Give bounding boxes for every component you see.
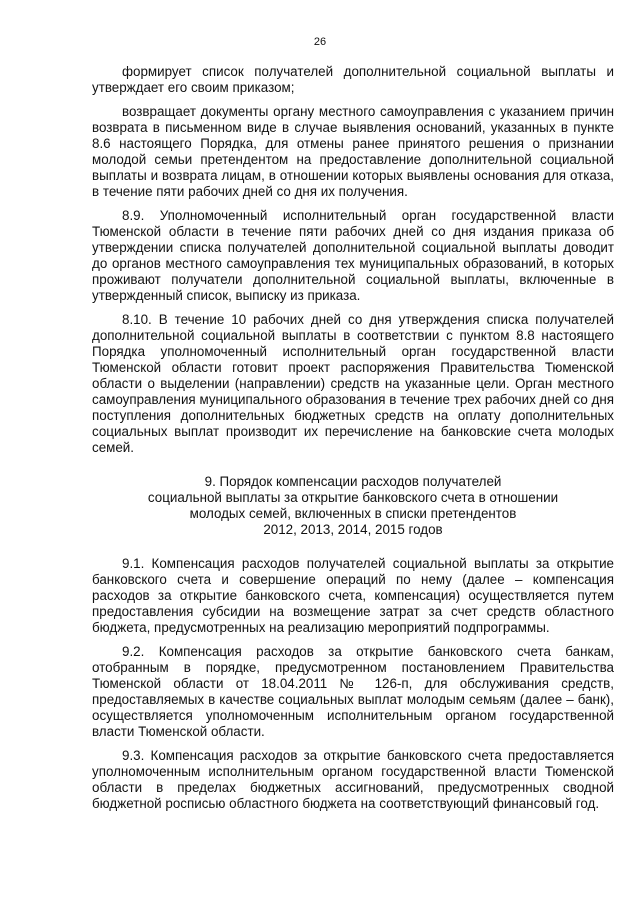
- section-heading-line: 2012, 2013, 2014, 2015 годов: [263, 522, 443, 537]
- section-heading-line: 9. Порядок компенсации расходов получателей: [204, 474, 502, 489]
- paragraph: 9.2. Компенсация расходов за открытие банковского счета банкам, отобранным в порядке, предусмотренном постановлением Правительства Тюменской области от 18.04.2011 № 126-п, для обслуживания средств, предоставляемых в качестве социальных выплат молодым семьям (далее – банк), осуществляется уполномоченным исполнительным органом государственной власти Тюменской области.: [92, 644, 614, 739]
- section-heading-line: социальной выплаты за открытие банковского счета в отношении: [147, 490, 559, 505]
- paragraph: 9.3. Компенсация расходов за открытие банковского счета предоставляется уполномоченным исполнительным органом государственной власти Тюменской области в пределах бюджетных ассигнований, предусмотренных сводной бюджетной росписью областного бюджета на соответствующий финансовый год.: [92, 748, 614, 811]
- paragraph: 9.1. Компенсация расходов получателей социальной выплаты за открытие банковского счета и совершение операций по нему (далее – компенсация расходов за открытие банковского счета, компенсация) осуществляется путем предоставления субсидии на возмещение затрат за счет средств областного бюджета, предусмотренных на реализацию мероприятий подпрограммы.: [92, 556, 614, 635]
- document-body: [92, 64, 614, 820]
- paragraph: возвращает документы органу местного самоуправления с указанием причин возврата в письменном виде в случае выявления оснований, указанных в пункте 8.6 настоящего Порядка, для отмены ранее принятого решения о признании молодой семьи претендентом на предоставление дополнительной социальной выплаты и возврата лицам, в отношении которых выявлены основания для отказа, в течение пяти рабочих дней со дня их получения.: [92, 104, 614, 199]
- section-heading: [92, 474, 614, 538]
- section-heading-line: молодых семей, включенных в списки претендентов: [189, 506, 517, 521]
- paragraph: формирует список получателей дополнительной социальной выплаты и утверждает его своим приказом;: [92, 64, 614, 95]
- paragraph: 8.9. Уполномоченный исполнительный орган государственной власти Тюменской области в течение пяти рабочих дней со дня издания приказа об утверждении списка получателей дополнительной социальной выплаты доводит до органов местного самоуправления тех муниципальных образований, в которых проживают получатели дополнительной социальной выплаты, включенные в утвержденный список, выписку из приказа.: [92, 208, 614, 303]
- paragraph: 8.10. В течение 10 рабочих дней со дня утверждения списка получателей дополнительной социальной выплаты в соответствии с пунктом 8.8 настоящего Порядка уполномоченный исполнительный орган государственной власти Тюменской области готовит проект распоряжения Правительства Тюменской области о выделении (направлении) средств на указанные цели. Орган местного самоуправления муниципального образования в течение трех рабочих дней со дня поступления дополнительных бюджетных средств на оплату дополнительных социальных выплат производит их перечисление на банковские счета молодых семей.: [92, 312, 614, 455]
- page-number: 26: [313, 36, 327, 48]
